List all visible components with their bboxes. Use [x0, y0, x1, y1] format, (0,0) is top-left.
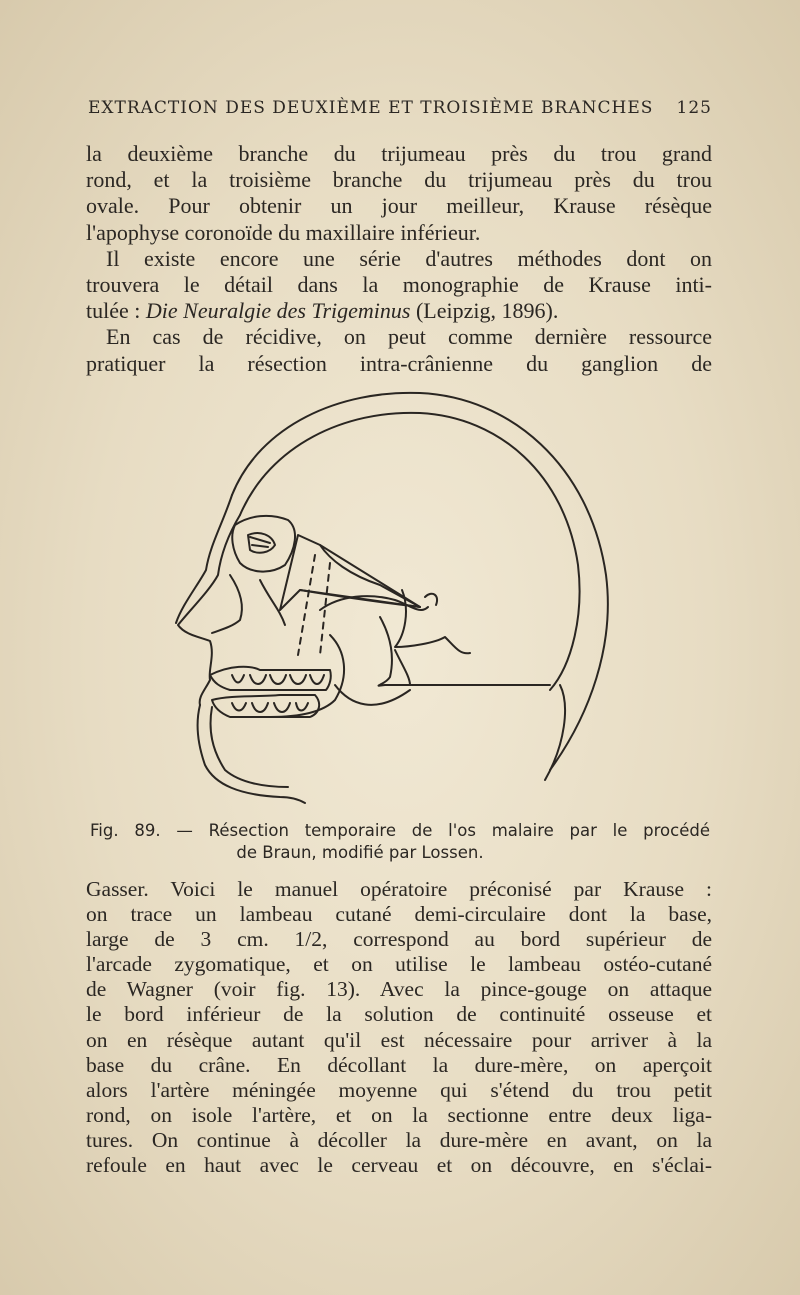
text-line — [86, 298, 712, 324]
text-line: En cas de récidive, on peut comme dernière ressource — [106, 324, 712, 350]
text-line: Il existe encore une série d'autres méthodes dont on — [106, 245, 712, 271]
text-line: alors l'artère méningée moyenne qui s'étend du trou petit — [86, 1077, 712, 1102]
text-span: tulée : — [86, 298, 146, 324]
head-outline — [232, 393, 608, 770]
text-line: l'arcade zygomatique, et on utilise le lambeau ostéo-cutané — [86, 952, 712, 977]
caption-line: de Braun, modifié par Lossen. — [236, 843, 484, 862]
eye-orbit — [232, 516, 295, 572]
caption-line: Fig. 89. — Résection temporaire de l'os malaire par le procédé — [90, 821, 710, 840]
text-line: ovale. Pour obtenir un jour meilleur, Krause résèque — [86, 193, 712, 219]
text-line: le bord inférieur de la solution de continuité osseuse et — [86, 1002, 712, 1027]
text-line: de Wagner (voir fig. 13). Avec la pince-gouge on attaque — [86, 977, 712, 1002]
text-line: on trace un lambeau cutané demi-circulaire dont la base, — [86, 902, 712, 927]
italic-title: Die Neuralgie des Trigeminus — [145, 298, 411, 324]
text-line: l'apophyse coronoïde du maxillaire inférieur. — [86, 219, 481, 245]
figure-caption — [90, 820, 710, 864]
text-line: tures. On continue à décoller la dure-mère en avant, on la — [86, 1127, 712, 1152]
page-number: 125 — [676, 98, 712, 118]
face-profile — [178, 515, 240, 705]
text-line: la deuxième branche du trijumeau près du trou grand — [86, 141, 712, 166]
text-line: rond, on isole l'artère, et on la sectionne entre deux liga- — [86, 1102, 712, 1127]
paragraph-bottom — [86, 877, 712, 1178]
neck-line — [335, 685, 410, 705]
page-header — [88, 98, 712, 128]
text-line: base du crâne. En décollant la dure-mère, on aperçoit — [86, 1052, 712, 1077]
text-line: trouvera le détail dans la monographie de Krause inti- — [86, 271, 712, 297]
text-line: on en résèque autant qu'il est nécessaire pour arriver à la — [86, 1027, 712, 1052]
skull-illustration — [170, 385, 630, 825]
nose — [212, 575, 242, 633]
text-line: Gasser. Voici le manuel opératoire préconisé par Krause : — [86, 877, 712, 901]
running-title: EXTRACTION DES DEUXIÈME ET TROISIÈME BRANCHES — [88, 98, 654, 118]
text-line: refoule en haut avec le cerveau et on découvre, en s'éclai- — [86, 1153, 712, 1178]
paragraph-top — [86, 141, 712, 377]
chin — [198, 705, 305, 803]
text-line: large de 3 cm. 1/2, correspond au bord supérieur de — [86, 927, 712, 952]
text-line: rond, et la troisième branche du trijumeau près du trou — [86, 167, 712, 193]
upper-teeth — [210, 667, 331, 690]
skull-outline — [240, 413, 580, 690]
text-line: pratiquer la résection intra-crânienne du ganglion de — [86, 350, 712, 376]
text-span: (Leipzig, 1896). — [410, 298, 559, 324]
